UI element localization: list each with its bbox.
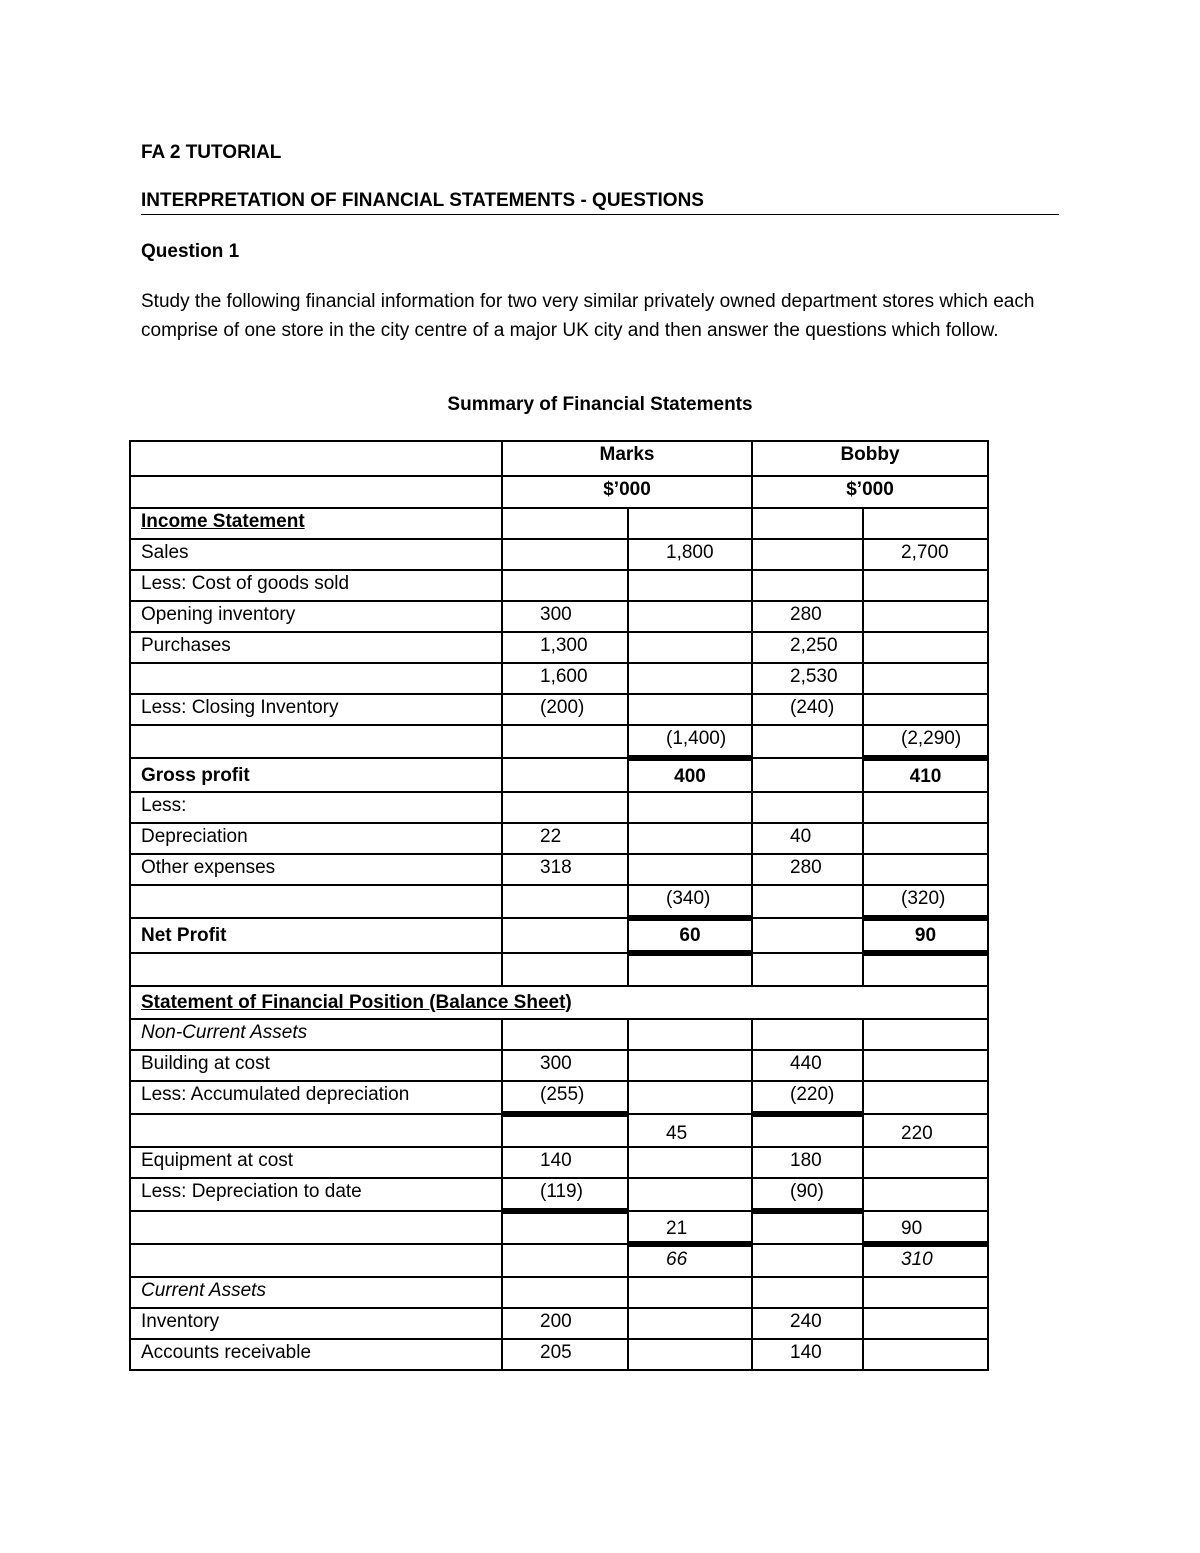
empty-cell bbox=[628, 1050, 752, 1081]
empty-cell bbox=[752, 1019, 863, 1050]
empty-cell bbox=[130, 476, 502, 508]
document-subtitle: INTERPRETATION OF FINANCIAL STATEMENTS - QUESTIONS bbox=[141, 190, 1059, 215]
value-cell: 40 bbox=[752, 823, 863, 854]
table-row bbox=[130, 663, 988, 694]
value-cell: (119) bbox=[502, 1178, 628, 1211]
empty-cell bbox=[752, 953, 863, 986]
empty-cell bbox=[130, 1244, 502, 1277]
table-row bbox=[130, 539, 988, 570]
table-row bbox=[130, 1339, 988, 1370]
empty-cell bbox=[863, 1308, 988, 1339]
table-row bbox=[130, 918, 988, 953]
row-label: Building at cost bbox=[130, 1050, 502, 1081]
value-cell: 45 bbox=[628, 1114, 752, 1147]
empty-cell bbox=[863, 1147, 988, 1178]
empty-cell bbox=[502, 539, 628, 570]
value-cell: 440 bbox=[752, 1050, 863, 1081]
table-row bbox=[130, 885, 988, 918]
row-label: Inventory bbox=[130, 1308, 502, 1339]
empty-cell bbox=[628, 508, 752, 539]
row-label: Accounts receivable bbox=[130, 1339, 502, 1370]
table-row bbox=[130, 601, 988, 632]
empty-cell bbox=[752, 1211, 863, 1244]
empty-cell bbox=[628, 792, 752, 823]
section-heading-sofp: Statement of Financial Position (Balance Sheet) bbox=[130, 986, 988, 1019]
table-row bbox=[130, 694, 988, 725]
empty-cell bbox=[863, 1178, 988, 1211]
table-row bbox=[130, 1081, 988, 1114]
empty-cell bbox=[752, 1244, 863, 1277]
table-row bbox=[130, 1178, 988, 1211]
empty-cell bbox=[628, 632, 752, 663]
empty-cell bbox=[863, 823, 988, 854]
table-row bbox=[130, 953, 988, 986]
value-cell: 400 bbox=[628, 758, 752, 792]
table-row bbox=[130, 823, 988, 854]
value-cell: 2,250 bbox=[752, 632, 863, 663]
empty-cell bbox=[863, 1339, 988, 1370]
value-cell: (340) bbox=[628, 885, 752, 918]
value-cell: 2,700 bbox=[863, 539, 988, 570]
financial-statements-table bbox=[129, 440, 989, 1371]
empty-cell bbox=[502, 1019, 628, 1050]
table-row bbox=[130, 1211, 988, 1244]
value-cell: 140 bbox=[752, 1339, 863, 1370]
value-cell: 280 bbox=[752, 601, 863, 632]
empty-cell bbox=[752, 885, 863, 918]
value-cell: 21 bbox=[628, 1211, 752, 1244]
row-label: Depreciation bbox=[130, 823, 502, 854]
row-label: Non-Current Assets bbox=[130, 1019, 502, 1050]
table-row bbox=[130, 1050, 988, 1081]
empty-cell bbox=[863, 1277, 988, 1308]
empty-cell bbox=[628, 1081, 752, 1114]
row-label: Less: Closing Inventory bbox=[130, 694, 502, 725]
table-row bbox=[130, 632, 988, 663]
row-label: Purchases bbox=[130, 632, 502, 663]
value-cell: (90) bbox=[752, 1178, 863, 1211]
value-cell: 318 bbox=[502, 854, 628, 885]
value-cell: 2,530 bbox=[752, 663, 863, 694]
value-cell: 220 bbox=[863, 1114, 988, 1147]
value-cell: 240 bbox=[752, 1308, 863, 1339]
value-cell: 1,300 bbox=[502, 632, 628, 663]
empty-cell bbox=[752, 1277, 863, 1308]
table-row bbox=[130, 986, 988, 1019]
empty-cell bbox=[752, 1114, 863, 1147]
value-cell: 180 bbox=[752, 1147, 863, 1178]
empty-cell bbox=[130, 725, 502, 758]
empty-cell bbox=[863, 854, 988, 885]
value-cell: (200) bbox=[502, 694, 628, 725]
empty-cell bbox=[628, 1339, 752, 1370]
empty-cell bbox=[752, 508, 863, 539]
empty-cell bbox=[502, 792, 628, 823]
row-label: Current Assets bbox=[130, 1277, 502, 1308]
table-row bbox=[130, 725, 988, 758]
value-cell: 22 bbox=[502, 823, 628, 854]
value-cell: (2,290) bbox=[863, 725, 988, 758]
empty-cell bbox=[628, 823, 752, 854]
empty-cell bbox=[502, 1277, 628, 1308]
document-title: FA 2 TUTORIAL bbox=[141, 142, 282, 163]
empty-cell bbox=[863, 1081, 988, 1114]
value-cell: 410 bbox=[863, 758, 988, 792]
unit-header-marks: $’000 bbox=[502, 476, 752, 508]
table-row bbox=[130, 441, 988, 476]
empty-cell bbox=[502, 918, 628, 953]
value-cell: 66 bbox=[628, 1244, 752, 1277]
empty-cell bbox=[502, 953, 628, 986]
empty-cell bbox=[752, 539, 863, 570]
empty-cell bbox=[628, 854, 752, 885]
value-cell: (1,400) bbox=[628, 725, 752, 758]
empty-cell bbox=[130, 1114, 502, 1147]
table-row bbox=[130, 1277, 988, 1308]
table-row bbox=[130, 1114, 988, 1147]
row-label: Sales bbox=[130, 539, 502, 570]
value-cell: 1,800 bbox=[628, 539, 752, 570]
empty-cell bbox=[628, 570, 752, 601]
table-row bbox=[130, 854, 988, 885]
row-label: Less: Depreciation to date bbox=[130, 1178, 502, 1211]
empty-cell bbox=[502, 725, 628, 758]
empty-cell bbox=[863, 953, 988, 986]
table-row bbox=[130, 1308, 988, 1339]
table-row bbox=[130, 1019, 988, 1050]
empty-cell bbox=[628, 1147, 752, 1178]
empty-cell bbox=[628, 663, 752, 694]
empty-cell bbox=[628, 694, 752, 725]
table-row bbox=[130, 570, 988, 601]
value-cell: 205 bbox=[502, 1339, 628, 1370]
column-header-marks: Marks bbox=[502, 441, 752, 476]
empty-cell bbox=[752, 570, 863, 601]
table-row bbox=[130, 1147, 988, 1178]
value-cell: 300 bbox=[502, 601, 628, 632]
empty-cell bbox=[863, 508, 988, 539]
empty-cell bbox=[502, 885, 628, 918]
empty-cell bbox=[863, 601, 988, 632]
empty-cell bbox=[130, 663, 502, 694]
unit-header-bobby: $’000 bbox=[752, 476, 988, 508]
row-label: Net Profit bbox=[130, 918, 502, 953]
value-cell: (240) bbox=[752, 694, 863, 725]
value-cell: 200 bbox=[502, 1308, 628, 1339]
empty-cell bbox=[130, 953, 502, 986]
value-cell: 140 bbox=[502, 1147, 628, 1178]
value-cell: (255) bbox=[502, 1081, 628, 1114]
table-row bbox=[130, 508, 988, 539]
empty-cell bbox=[863, 632, 988, 663]
empty-cell bbox=[628, 1277, 752, 1308]
row-label: Less: Accumulated depreciation bbox=[130, 1081, 502, 1114]
empty-cell bbox=[502, 570, 628, 601]
table-row bbox=[130, 1244, 988, 1277]
empty-cell bbox=[628, 953, 752, 986]
value-cell: 90 bbox=[863, 1211, 988, 1244]
value-cell: (220) bbox=[752, 1081, 863, 1114]
empty-cell bbox=[752, 758, 863, 792]
question-intro: Study the following financial information for two very similar privately owned department stores which each comprise of one store in the city centre of a major UK city and then answer the questions which follow. bbox=[141, 291, 1035, 341]
empty-cell bbox=[863, 1019, 988, 1050]
table-row bbox=[130, 792, 988, 823]
empty-cell bbox=[502, 1244, 628, 1277]
value-cell: (320) bbox=[863, 885, 988, 918]
value-cell: 90 bbox=[863, 918, 988, 953]
empty-cell bbox=[863, 570, 988, 601]
empty-cell bbox=[130, 885, 502, 918]
row-label: Other expenses bbox=[130, 854, 502, 885]
value-cell: 1,600 bbox=[502, 663, 628, 694]
section-heading-income: Income Statement bbox=[130, 508, 502, 539]
empty-cell bbox=[628, 1308, 752, 1339]
empty-cell bbox=[502, 758, 628, 792]
row-label: Less: bbox=[130, 792, 502, 823]
column-header-bobby: Bobby bbox=[752, 441, 988, 476]
empty-cell bbox=[502, 1211, 628, 1244]
empty-cell bbox=[863, 792, 988, 823]
value-cell: 60 bbox=[628, 918, 752, 953]
empty-cell bbox=[863, 663, 988, 694]
empty-cell bbox=[628, 1178, 752, 1211]
empty-cell bbox=[863, 694, 988, 725]
question-heading: Question 1 bbox=[141, 241, 240, 262]
table-row bbox=[130, 476, 988, 508]
empty-cell bbox=[130, 441, 502, 476]
empty-cell bbox=[628, 601, 752, 632]
empty-cell bbox=[752, 725, 863, 758]
empty-cell bbox=[502, 508, 628, 539]
empty-cell bbox=[752, 792, 863, 823]
empty-cell bbox=[863, 1050, 988, 1081]
value-cell: 280 bbox=[752, 854, 863, 885]
table-title: Summary of Financial Statements bbox=[447, 394, 753, 415]
row-label: Gross profit bbox=[130, 758, 502, 792]
row-label: Opening inventory bbox=[130, 601, 502, 632]
empty-cell bbox=[502, 1114, 628, 1147]
value-cell: 300 bbox=[502, 1050, 628, 1081]
row-label: Equipment at cost bbox=[130, 1147, 502, 1178]
value-cell: 310 bbox=[863, 1244, 988, 1277]
row-label: Less: Cost of goods sold bbox=[130, 570, 502, 601]
empty-cell bbox=[628, 1019, 752, 1050]
empty-cell bbox=[130, 1211, 502, 1244]
empty-cell bbox=[752, 918, 863, 953]
table-row bbox=[130, 758, 988, 792]
